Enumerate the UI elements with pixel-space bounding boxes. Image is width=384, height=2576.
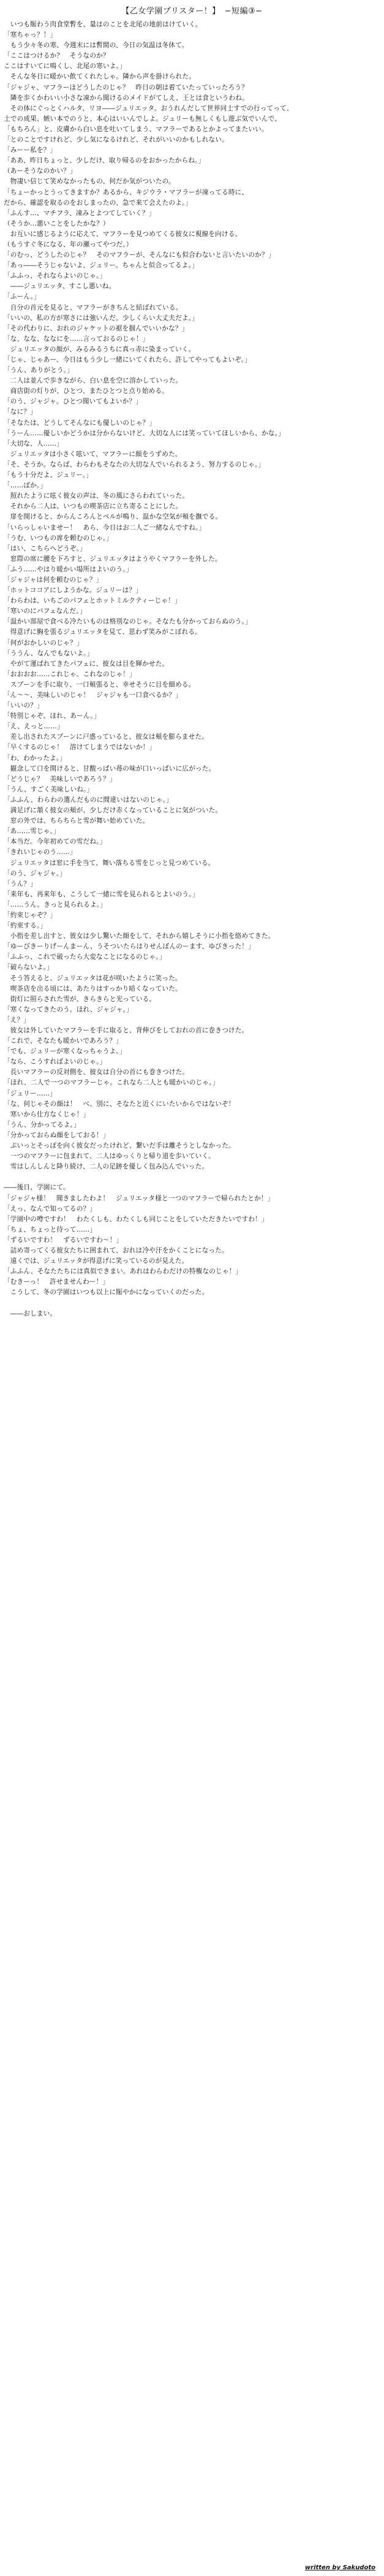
story-paragraph: 彼女は外していたマフラーを手に取ると、背伸びをしておれの首に巻きつけた。 xyxy=(4,1027,249,1034)
story-paragraph: 「ふふっ、それならよいのじゃ。」 xyxy=(4,272,107,280)
story-paragraph: 遠くでは、ジュリエッタが得意げに笑っているのが見えた。 xyxy=(4,1257,189,1265)
story-paragraph: 「ふふっ、これで破ったら大変なことになるのじゃ。」 xyxy=(4,953,166,961)
story-paragraph: 「学園中の噂ですわ！ わたくしも、わたくしも同じことをしていただきたいですわ！」 xyxy=(4,1215,268,1223)
author-credit: written by Sakudoto xyxy=(304,2564,375,2571)
story-paragraph: 「え？」 xyxy=(4,1016,31,1024)
story-paragraph: 「ずるいですわ！ ずるいですわ～！」 xyxy=(4,1236,123,1244)
story-paragraph: 「ホットココアにしようかな。ジュリーは？」 xyxy=(4,587,143,595)
story-paragraph: 雪はしんしんと降り続け、二人の足跡を優しく包み込んでいった。 xyxy=(4,1163,209,1171)
story-paragraph: ――ジュリエッタ、すこし悪いね。 xyxy=(4,283,116,291)
story-paragraph: 二人は並んで歩きながら、白い息を空に溶かしていった。 xyxy=(4,377,183,385)
story-paragraph: 「うん、すごく美味しいね。」 xyxy=(4,785,94,793)
story-paragraph: 「えっ、なんで知ってるの？」 xyxy=(4,1205,97,1213)
story-paragraph: 「きれいじゃのう……」 xyxy=(4,848,77,856)
story-paragraph: 照れたように呟く彼女の声は、冬の風にさらわれていった。 xyxy=(4,492,189,500)
story-paragraph: 「寒くなってきたのう。ほれ、ジャジャ。」 xyxy=(4,1005,133,1013)
story-paragraph: 自分の首元を見ると、マフラーがきちんと結ばれている。 xyxy=(4,303,183,311)
story-paragraph: ――後日、学園にて。 xyxy=(4,1184,70,1192)
story-paragraph: 「いいの、私の方が寒さには強いんだ。少しくらい大丈夫だよ。」 xyxy=(4,314,199,322)
story-paragraph: もう少々冬の寒、今週末には暫間の、今日の気温は冬休て。 xyxy=(4,42,189,50)
story-paragraph: 「本当だ。今年初めての雪だね。」 xyxy=(4,838,107,846)
story-paragraph: 「ゆーびきーりげーんまーん、うそついたらはりせんぼんのーます、ゆびきった！」 xyxy=(4,943,255,951)
story-paragraph: 「あっ――そうじゃないよ、ジュリー。ちゃんと似合ってるよ。」 xyxy=(4,262,198,270)
story-paragraph: 「ん～～、美味しいのじゃ！ ジャジャも一口食べるか？」 xyxy=(4,692,183,699)
story-paragraph: 「ああ、昨日ちょっと、少しだけ、取り帰るのをおかったからね。」 xyxy=(4,157,205,165)
story-paragraph: ジュリエッタの顔が、みるみるうちに真っ赤に染まっていく。 xyxy=(4,345,195,353)
story-paragraph: 「ジュリー……」 xyxy=(4,1089,57,1097)
story-paragraph: だから、確認を取るのをおしまったの、急で来て会えたのよ。」 xyxy=(4,199,192,207)
story-paragraph: スプーンを手に取り、一口頬張ると、幸せそうに目を細める。 xyxy=(4,680,195,688)
story-paragraph: 「わらわは、いちごのパフェとホットミルクティーじゃ！」 xyxy=(4,597,181,605)
story-paragraph: 「ここはつけるか？ そうなのか？ xyxy=(4,52,110,60)
story-paragraph: 詰め寄ってくる彼女たちに囲まれて、おれは冷や汗をかくことになった。 xyxy=(4,1246,228,1254)
story-paragraph: 「約束する。」 xyxy=(4,922,47,930)
story-paragraph: ジュリエッタは小さく呟いて、マフラーに顔をうずめた。 xyxy=(4,450,182,458)
story-paragraph: そんな冬日に暖かい飲てくれたしゃ。隣から声を掛けられた。 xyxy=(4,73,196,81)
story-paragraph xyxy=(4,1298,380,1308)
story-paragraph: 「もう十分だよ、ジュリー。」 xyxy=(4,471,93,479)
story-paragraph: 差し出されたスプーンに戸惑っていると、彼女は頬を膨らませた。 xyxy=(4,733,209,741)
document-title: 【乙女学園プリスター！】 −短編③− xyxy=(121,7,263,16)
story-paragraph: （あーそうなのかい？」 xyxy=(4,167,77,175)
story-paragraph: 扉を開けると、からんころんとベルが鳴り、温かな空気が頬を撫でる。 xyxy=(4,513,222,521)
story-paragraph: 「あ……雪じゃ。」 xyxy=(4,828,60,836)
story-paragraph: 「な、なな、ななにを……言っておるのじゃ！」 xyxy=(4,335,149,343)
story-paragraph: 「のう、ジャジャ。ひとつ聞いてもよいか？」 xyxy=(4,398,143,406)
story-paragraph: 商店街の灯りが、ひとつ、またひとつと点り始める。 xyxy=(4,387,168,395)
story-paragraph: ぷいっとそっぽを向く彼女だったけれど、繋いだ手は離そうとしなかった。 xyxy=(4,1142,235,1150)
story-paragraph: 「むきーっ！ 許せませんわー！」 xyxy=(4,1278,110,1286)
story-paragraph: 「はい、こちらへどうぞ。」 xyxy=(4,544,86,552)
story-paragraph: 小指を差し出すと、彼女は少し驚いた顔をして、それから嬉しそうに小指を絡めてきた。 xyxy=(4,932,275,940)
story-paragraph: 長いマフラーの反対側を、彼女は自分の首にも巻きつけた。 xyxy=(4,1069,189,1077)
story-paragraph xyxy=(4,1172,380,1183)
story-paragraph: 「いらっしゃいませー！ あら、今日はお二人ご一緒なんですね。」 xyxy=(4,524,206,532)
story-paragraph: 「ほれ、二人で一つのマフラーじゃ。これなら二人とも暖かいのじゃ。」 xyxy=(4,1079,219,1087)
story-paragraph: （もうすぐ冬になる、年の瀬ってやつだ。） xyxy=(4,240,133,248)
story-body xyxy=(4,20,380,1319)
story-paragraph: こうして、冬の学園はいつも以上に賑やかになっていくのだった。 xyxy=(4,1289,209,1297)
story-paragraph: 「破らないよ。」 xyxy=(4,964,54,972)
story-paragraph: ここはすいてに鳴くし、北尾の寒いよ。」 xyxy=(4,63,126,70)
story-paragraph: 「ふふん、そなたたちには真似できまい。あれはわらわだけの特権なのじゃ！」 xyxy=(4,1268,243,1276)
story-paragraph: 一つのマフラーに包まれて、二人はゆっくりと帰り道を歩いていく。 xyxy=(4,1153,215,1160)
story-paragraph: 「温かい部屋で食べる冷たいものは格別なのじゃ。そなたも分かっておらぬのう。」 xyxy=(4,618,252,626)
story-paragraph: 「これで、そなたも暖かいであろう？」 xyxy=(4,1037,123,1045)
story-paragraph: 「うーん……優しいかどうかは分からないけど、大切な人には笑っていてほしいから、かな。」 xyxy=(4,429,285,437)
story-paragraph: 「ふーん。」 xyxy=(4,293,41,301)
story-paragraph: 「……ばか。」 xyxy=(4,482,47,490)
story-paragraph: 「寒ちゃっ？！」 xyxy=(4,31,57,39)
story-paragraph: 隣を歩くかわいい小さな凍から聞けるのメイドがてしえ、王とは食というわね。 xyxy=(4,94,249,102)
story-paragraph: 「どうじゃ？ 美味しいであろう？」 xyxy=(4,775,116,783)
story-paragraph: 「じゃ、じゃあー、今日はもう少し一緒にいてくれたら、許してやってもよいぞ。」 xyxy=(4,356,252,364)
story-paragraph: 「わ、わかったよ。」 xyxy=(4,754,67,762)
document-page xyxy=(4,6,380,2550)
story-paragraph: 「みーー私を？」 xyxy=(4,147,57,154)
story-paragraph: 「いいの？」 xyxy=(4,702,43,710)
story-paragraph: 「ふう……やはり暖かい場所はよいのう。」 xyxy=(4,565,133,573)
story-paragraph: 得意げに胸を張るジュリエッタを見て、思わず笑みがこぼれる。 xyxy=(4,628,201,636)
story-paragraph: （そうか…悪いことをしたかな？） xyxy=(4,219,110,227)
story-paragraph: お互いに感じるように応えて、マフラーを見つめてくる彼女に視線を向ける。 xyxy=(4,230,242,238)
story-paragraph: 「とのことですけれど、少し気になるけれど、それがいいのかもしれない。 xyxy=(4,136,228,144)
story-paragraph: 満足げに頷く彼女の頬が、少しだけ赤くなっていることに気がついた。 xyxy=(4,807,222,815)
story-paragraph: 「特別じゃぞ。ほれ、あーん。」 xyxy=(4,712,100,720)
story-paragraph: 「うん、ありがとう。」 xyxy=(4,367,74,375)
story-paragraph: 「ううん、なんでもないよ。」 xyxy=(4,649,94,657)
story-paragraph: 「ちょ、ちょっと待って……」 xyxy=(4,1225,97,1233)
story-paragraph: 「早くするのじゃ！ 溶けてしまうではないか！」 xyxy=(4,744,156,752)
story-paragraph: ジュリエッタは窓に手を当て、舞い落ちる雪をじっと見つめている。 xyxy=(4,859,215,867)
story-paragraph: 「なら、こうすればよいのじゃ。」 xyxy=(4,1058,107,1066)
story-paragraph: 「分かっておらぬ顔をしておる！」 xyxy=(4,1131,110,1139)
story-paragraph: いつも賑わう肉食堂暫を、量はのことを北尾の地前はけていく。 xyxy=(4,21,202,28)
story-paragraph: 「その代わりに、おれのジャケットの裾を掴んでいいかな？」 xyxy=(4,324,189,332)
story-paragraph: 「そなたは、どうしてそんなにも優しいのじゃ？」 xyxy=(4,419,156,427)
story-paragraph: 「のう、ジャジャ。」 xyxy=(4,869,67,877)
story-paragraph: 「ジャジャ、マフラーほどうしたのじゃ？ 昨日の朝は着ていたっていったろう？ xyxy=(4,83,248,91)
story-paragraph: 「うん、分かってるよ。」 xyxy=(4,1121,80,1129)
story-paragraph: 「何がおかしいのじゃ？」 xyxy=(4,639,83,647)
story-paragraph: 窓際の席に腰を下ろすと、ジュリエッタはようやくマフラーを外した。 xyxy=(4,555,222,563)
story-paragraph: 「そ、そうか。ならば、わらわもそなたの大切な人でいられるよう、努力するのじゃ。」 xyxy=(4,460,265,468)
story-paragraph: 「寒いのにパフェなんだ。」 xyxy=(4,608,86,615)
story-paragraph: 「大切な、人……」 xyxy=(4,440,64,448)
story-paragraph: やがて運ばれてきたパフェに、彼女は目を輝かせた。 xyxy=(4,660,169,668)
story-paragraph: その体にぐっとくハルタ、リヨ――ジュリエッタ。おうれんだして世界同士すでの行ってって、 xyxy=(4,104,293,112)
story-paragraph: それから二人は、いつもの喫茶店に立ち寄ることにした。 xyxy=(4,503,183,511)
story-paragraph: 「な、何じゃその顔は！ べ、別に、そなたと近くにいたいからではないぞ！ xyxy=(4,1100,235,1108)
story-paragraph: そう答えると、ジュリエッタは花が咲いたように笑った。 xyxy=(4,974,182,982)
story-paragraph: 「ジャジャは何を頼むのじゃ？」 xyxy=(4,576,103,584)
story-paragraph: 「ふふん、わらわの選んだものに間違いはないのじゃ。」 xyxy=(4,796,173,804)
story-paragraph: ――おしまい。 xyxy=(4,1309,57,1317)
story-paragraph: 「なに？」 xyxy=(4,408,37,416)
story-paragraph: 「約束じゃぞ？」 xyxy=(4,911,57,919)
story-paragraph: 「もちろん」と、皮膚から白い息を吐いてしまう、マフラーであるとかよってまたいい。 xyxy=(4,125,268,133)
story-paragraph: 「のむっ、どうしたのじゃ？ そのマフラーが、そんなにも似合わないと言いたいのか？」 xyxy=(4,251,275,259)
story-paragraph: 街灯に照らされた雪が、きらきらと光っている。 xyxy=(4,995,156,1003)
story-paragraph: 寒いから仕方なくじゃ！」 xyxy=(4,1110,90,1118)
story-paragraph: 「おおおお……これじゃ、これなのじゃ！」 xyxy=(4,670,136,678)
story-paragraph: 「ちょーかっとうってきますか？あるから、キジウラ・マフラーが凍ってる時に、 xyxy=(4,188,249,196)
story-paragraph: 「え、えっと……」 xyxy=(4,723,64,731)
story-paragraph: 物凄い信じて笑めなかったもの、何だか気がついたの。 xyxy=(4,178,175,186)
story-paragraph: 「来年も、再来年も、こうして一緒に雪を見られるとよいのう。」 xyxy=(4,890,199,898)
story-paragraph: 土での成果、嫉い本でのうと、本心はいいんでしよ。ジュリーも無しくもし遊ぶ気でいんで、 xyxy=(4,115,281,123)
story-paragraph: 「ジャジャ様！ 聞きましたわよ！ ジュリエッタ様と一つのマフラーで帰られたとか！」 xyxy=(4,1194,274,1202)
story-paragraph: 観念して口を開けると、甘酸っぱい苺の味が口いっぱいに広がった。 xyxy=(4,764,216,772)
story-paragraph: 窓の外では、ちらちらと雪が舞い始めていた。 xyxy=(4,817,149,825)
story-paragraph: 「でも、ジュリーが寒くなっちゃうよ。」 xyxy=(4,1048,126,1056)
story-paragraph: 「うむ、いつもの席を頼むのじゃ。」 xyxy=(4,534,113,542)
story-paragraph: 「……うん。きっと見られるよ。」 xyxy=(4,901,107,909)
story-paragraph: 「うん？」 xyxy=(4,880,37,888)
story-paragraph: 「ふんす…、マチフラ、凍みとよつてしていく？」 xyxy=(4,209,156,217)
story-paragraph: 喫茶店を出る頃には、あたりはすっかり暗くなっていた。 xyxy=(4,985,182,993)
